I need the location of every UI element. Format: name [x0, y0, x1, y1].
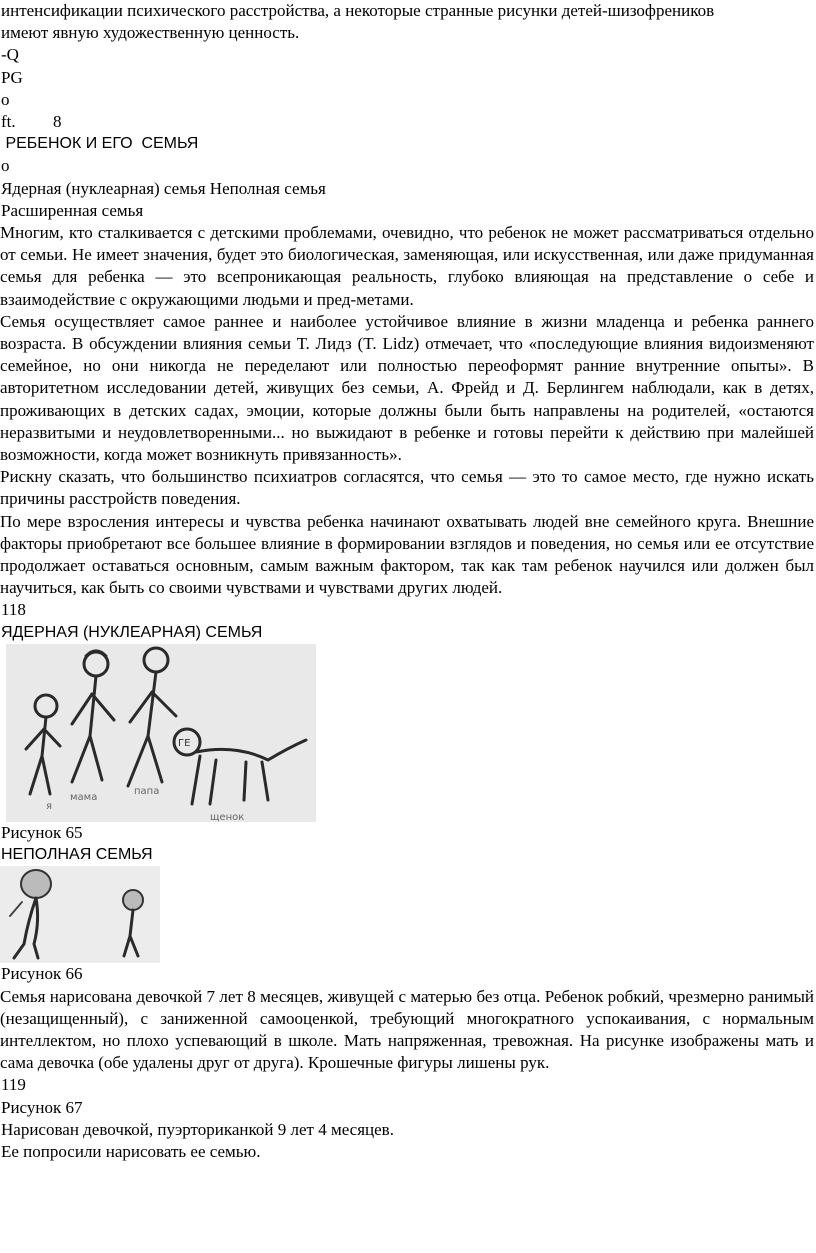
label-child: я	[46, 800, 53, 812]
page-marker-number: 8	[53, 112, 62, 132]
caption-figure-66: Рисунок 66	[1, 964, 83, 984]
paragraph-3: Рискну сказать, что большинство психиатров согласятся, что семья — это то самое место, где нужно искать причины расстройств поведения.	[0, 467, 814, 509]
heading-nuclear-family: ЯДЕРНАЯ (НУКЛЕАРНАЯ) СЕМЬЯ	[1, 623, 263, 641]
figure-65-drawing	[6, 644, 816, 822]
diagram-label-extended: Расширенная семья	[1, 200, 144, 220]
page-marker-left: ft.	[1, 112, 16, 132]
intro-line-1: интенсификации психического расстройства, а некоторые странные рисунки детей-шизофреников	[1, 1, 715, 20]
diagram-labels: Ядерная (нуклеарная) семья Неполная семья	[1, 178, 326, 198]
ocr-artifact-2: PG	[1, 67, 23, 87]
ocr-artifact-3: o	[1, 89, 10, 109]
caption-figure-65: Рисунок 65	[1, 822, 83, 842]
figure-67-line-2: Ее попросили нарисовать ее семью.	[1, 1141, 261, 1161]
page-marker	[0, 111, 816, 133]
paragraph-1: Многим, кто сталкивается с детскими проблемами, очевидно, что ребенок не может рассматриваться отдельно от семьи. Не имеет значения, будет это биологическая, заменяющая, или искусственная, или даже придуманная семья для ребенка — это всепроникающая реальность, глубоко влияющая на представление о себе и взаимодействие с окружающими людьми и пред-метами.	[0, 223, 814, 309]
paragraph-2: Семья осуществляет самое раннее и наиболее устойчивое влияние в жизни младенца и ребенка раннего возраста. В обсуждении влияния семьи Т. Лидз (T. Lidz) отмечает, что «последующие влияния видоизменяют семейное, но они никогда не переделают или полностью переоформят ранние внутренние опыты». В авторитетном исследовании детей, живущих без семьи, А. Фрейд и Д. Берлингем наблюдали, как в детях, проживающих в детских садах, эмоции, которые должны были быть направлены на родителей, «остаются неразвитыми и неудовлетворенными... но выжидают в ребенке и готовы перейти к действию при малейшей возможности, когда может возникнуть привязанность».	[0, 311, 814, 465]
figure-66-drawing	[0, 866, 816, 963]
label-puppy: щенок	[210, 811, 245, 822]
paragraph-4: По мере взросления интересы и чувства ребенка начинают охватывать людей вне семейного круга. Внешние факторы приобретают все большее влияние в формировании взглядов и поведения, но семья или ее отсутствие продолжает оставаться основным, самым важным фактором, так как там ребенок научился или должен был научиться, как быть со своими чувствами и чувствами других людей.	[0, 511, 814, 598]
page-number-119: 119	[1, 1075, 26, 1095]
figure-65-svg	[6, 644, 316, 822]
figure-66-svg	[0, 866, 160, 963]
figure-67-line-1: Нарисован девочкой, пуэрториканкой 9 лет 4 месяцев.	[1, 1119, 394, 1139]
paragraph-figure-66: Семья нарисована девочкой 7 лет 8 месяцев, живущей с матерью без отца. Ребенок робкий, чрезмерно ранимый (незащищенный), с заниженной самооценкой, требующий многократного успокаивания, с нормальным интеллектом, но плохо успевающий в школе. Мать напряженная, тревожная. На рисунке изображены мать и сама девочка (обе удалены друг от друга). Крошечные фигуры лишены рук.	[0, 986, 814, 1073]
ocr-artifact-1: -Q	[1, 45, 19, 65]
caption-figure-67: Рисунок 67	[1, 1097, 83, 1117]
label-mother: мама	[70, 791, 98, 803]
heading-incomplete-family: НЕПОЛНАЯ СЕМЬЯ	[1, 846, 153, 864]
section-title: РЕБЕНОК И ЕГО СЕМЬЯ	[1, 135, 199, 153]
dog-head-text: ГЕ	[178, 737, 191, 749]
ocr-artifact-4: o	[1, 156, 10, 176]
page-number-118: 118	[1, 600, 26, 620]
intro-line-2: имеют явную художественную ценность.	[1, 23, 300, 43]
label-father: папа	[134, 785, 160, 797]
